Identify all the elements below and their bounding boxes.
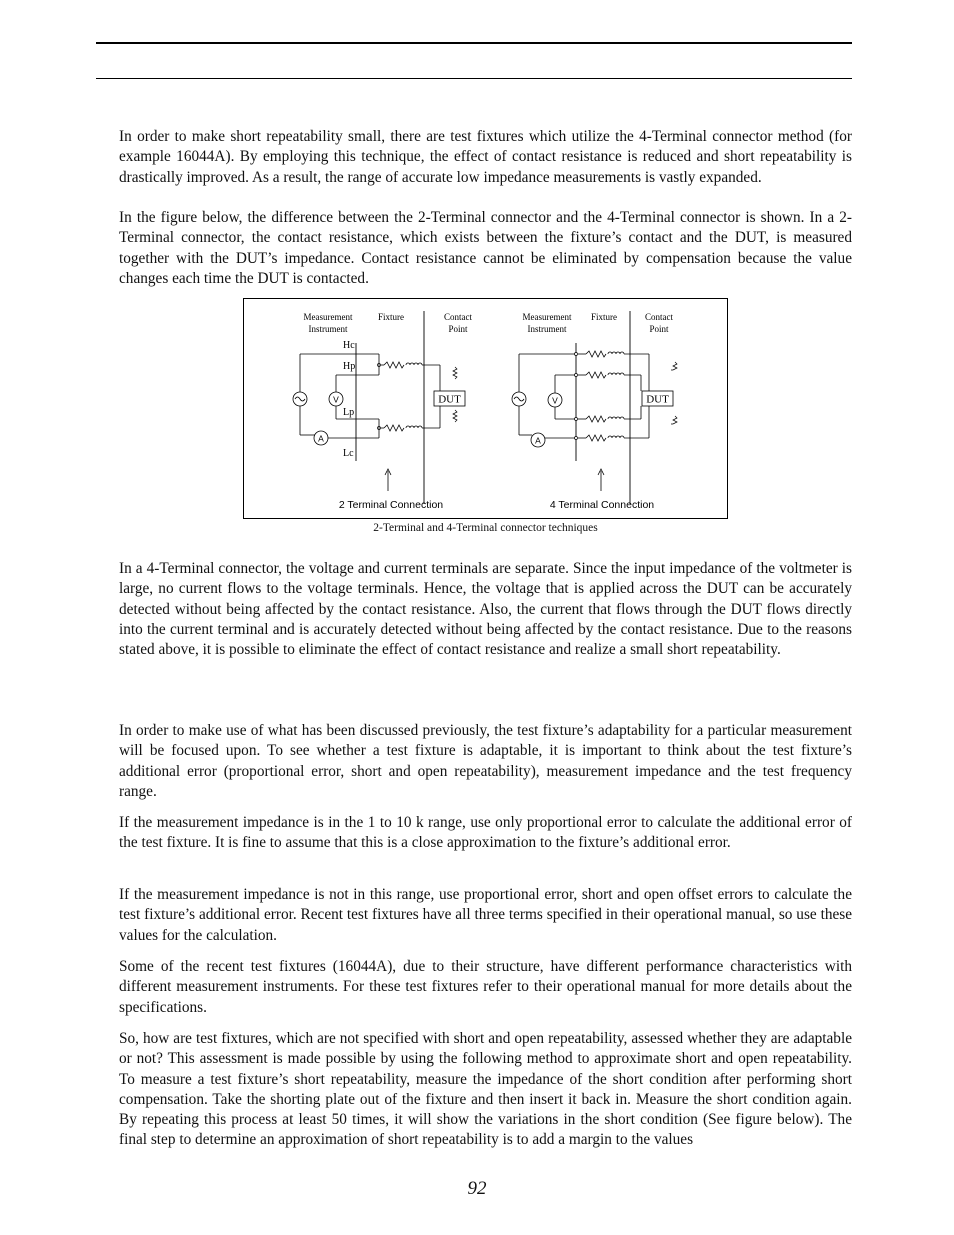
two-terminal-title: 2 Terminal Connection — [338, 499, 444, 511]
four-terminal-title: 4 Terminal Connection — [549, 499, 655, 511]
paragraph-4-terminal-intro: In order to make short repeatability small, there are test fixtures which utilize the 4-Terminal connector method (for example 16044A). By employing this technique, the effect of contact resistance is reduced and short repeatability is drastically improved. As a result, the range of accurate low impedance measurements is vastly expanded. — [119, 128, 852, 186]
right-ammeter-label: A — [535, 435, 541, 446]
paragraph-2-vs-4-terminal: In the figure below, the difference between the 2-Terminal connector and the 4-Terminal connector is shown. In a 2-Terminal connector, the contact resistance, which exists between the fixture’s contact and the DUT, is measured together with the DUT’s impedance. Contact resistance cannot be eliminated by compensation because the value changes each time the DUT is contacted. — [119, 209, 852, 287]
header-rule-top — [96, 42, 852, 44]
paragraph-repeatability-method: So, how are test fixtures, which are not specified with short and open repeatability, assessed whether they are adaptable or not? This assessment is made possible by using the following method to approximate short and open repeatability. To measure a test fixture’s short repeatability, measure the impedance of the short condition after performing short compensation. Take the shorting plate out of the fixture and then insert it back in. Measure the short condition again. By repeating this process at least 50 times, it will show the variations in the short condition (See figure below). The final step to determine an approximation of short repeatability is to add a margin to the values — [119, 1030, 852, 1149]
right-header-contact-2: Point — [649, 324, 669, 334]
left-header-contact-1: Contact — [444, 312, 472, 322]
left-ammeter-label: A — [318, 433, 324, 444]
four-terminal-diagram — [512, 311, 677, 511]
label-lp: Lp — [343, 407, 355, 418]
label-lc: Lc — [343, 448, 354, 459]
figure-caption: 2-Terminal and 4-Terminal connector techniques — [373, 522, 598, 534]
right-dut-label: DUT — [646, 393, 669, 406]
connector-diagram — [244, 299, 729, 520]
paragraph-adaptability: In order to make use of what has been discussed previously, the test fixture’s adaptability for a particular measurement will be focused upon. To see whether a test fixture is adaptable, it is important to think about the test fixture’s additional error (proportional error, short and open repeatability), measurement impedance and the test frequency range. — [119, 722, 852, 800]
paragraph-out-of-range: If the measurement impedance is not in this range, use proportional error, short and open offset errors to calculate the test fixture’s additional error. Recent test fixtures have all three terms specified in their operational manual, so use these values for the calculation. — [119, 886, 852, 944]
left-dut-label: DUT — [438, 393, 461, 406]
label-hc: Hc — [343, 340, 355, 351]
page-number: 92 — [467, 1178, 487, 1199]
left-voltmeter-label: V — [333, 394, 339, 405]
connector-figure — [243, 298, 728, 519]
left-header-instrument-1: Measurement — [303, 312, 353, 322]
paragraph-impedance-range: If the measurement impedance is in the 1 to 10 k range, use only proportional error to calculate the additional error of the test fixture. It is fine to assume that this is a close approximation to the fixture’s additional error. — [119, 814, 852, 852]
right-header-instrument-1: Measurement — [522, 312, 572, 322]
left-header-instrument-2: Instrument — [308, 324, 348, 334]
right-header-fixture: Fixture — [591, 312, 617, 322]
paragraph-recent-fixtures: Some of the recent test fixtures (16044A), due to their structure, have different performance characteristics with different measurement instruments. For these test fixtures refer to their operational manual for more details about the specifications. — [119, 958, 852, 1016]
right-header-instrument-2: Instrument — [527, 324, 567, 334]
two-terminal-diagram — [293, 311, 472, 511]
paragraph-4-terminal-explanation: In a 4-Terminal connector, the voltage and current terminals are separate. Since the input impedance of the voltmeter is large, no current flows to the voltage terminals. Hence, the voltage that is applied across the DUT can be accurately detected without being affected by the contact resistance. Also, the current that flows through the DUT flows directly into the current terminal and is accurately detected without being affected by the contact resistance. Due to the reasons stated above, it is possible to eliminate the effect of contact resistance and realize a small short repeatability. — [119, 560, 852, 659]
label-hp: Hp — [343, 361, 356, 372]
header-rule-bottom — [96, 78, 852, 79]
right-header-contact-1: Contact — [645, 312, 673, 322]
left-header-fixture: Fixture — [378, 312, 404, 322]
left-header-contact-2: Point — [448, 324, 468, 334]
right-voltmeter-label: V — [552, 395, 558, 406]
